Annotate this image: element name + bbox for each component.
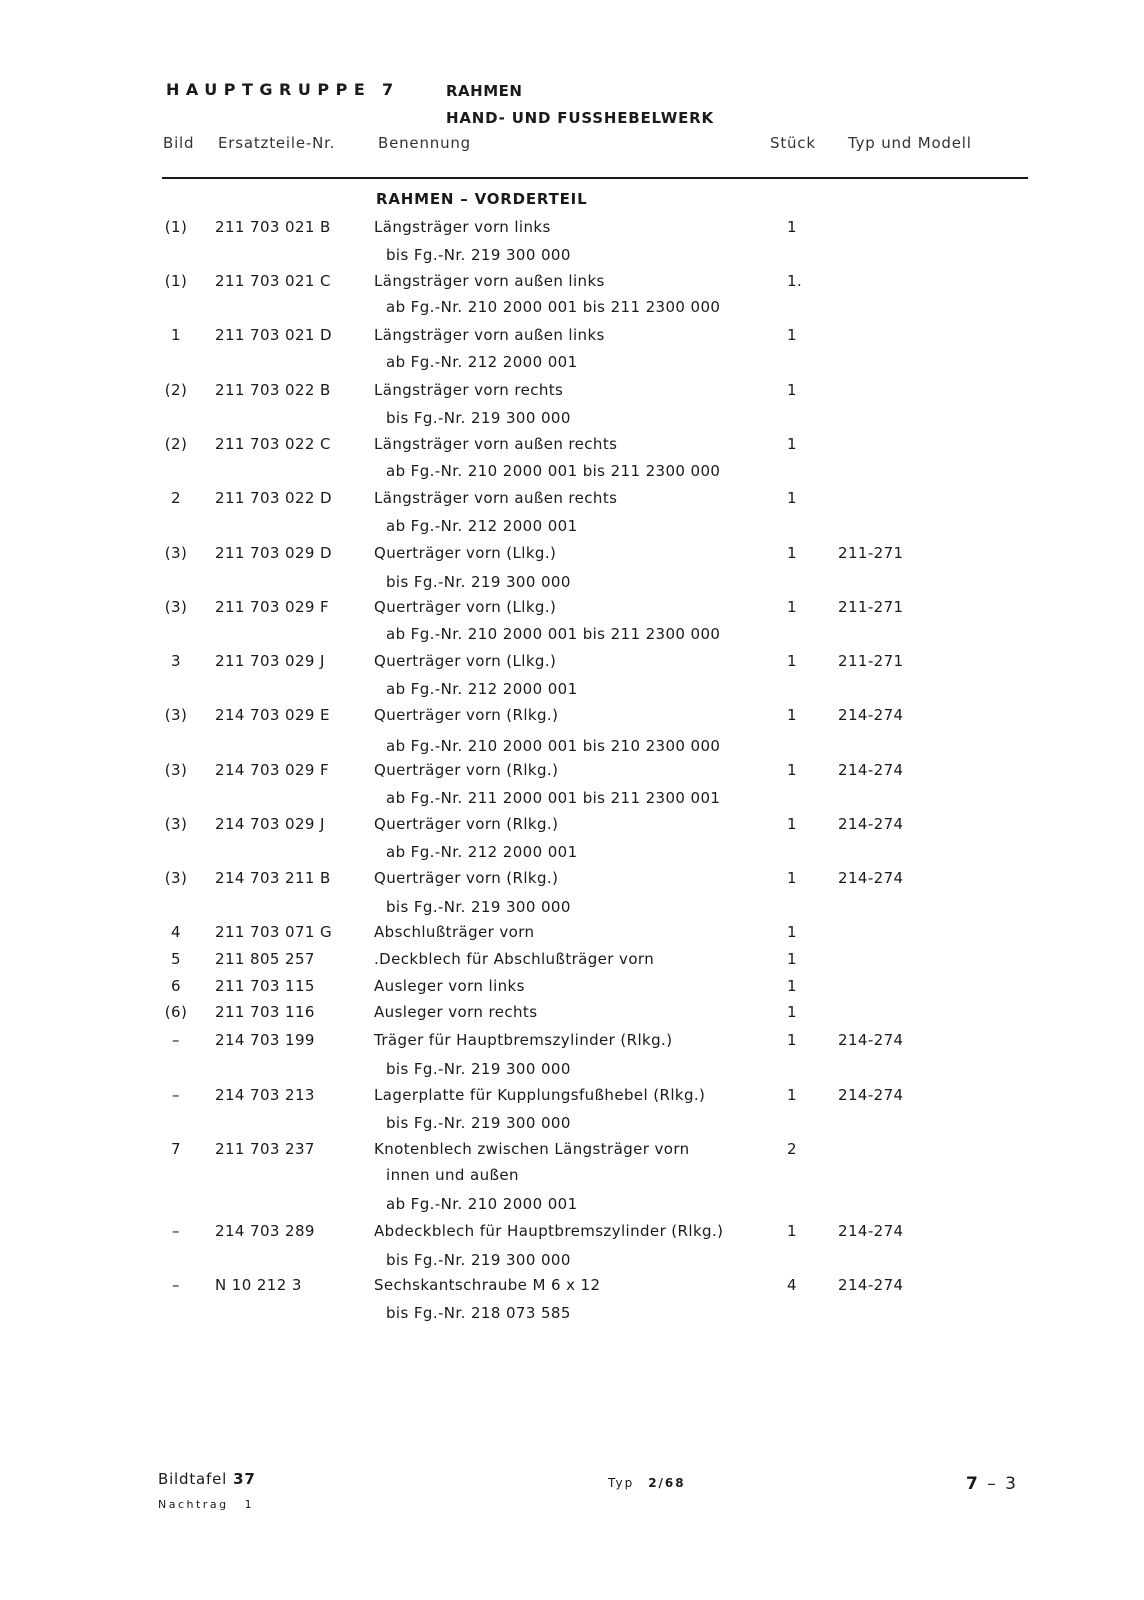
- row-qty: 1: [787, 598, 797, 616]
- row-bild: 7: [171, 1140, 181, 1158]
- row-part-number: 211 805 257: [215, 950, 315, 968]
- row-bild: –: [172, 1086, 180, 1104]
- row-qty: 1: [787, 381, 797, 399]
- row-qty: 1: [787, 489, 797, 507]
- footer-nachtrag: [158, 1498, 254, 1511]
- row-qty: 1: [787, 652, 797, 670]
- row-qty: 1: [787, 1086, 797, 1104]
- row-note: bis Fg.-Nr. 219 300 000: [386, 1114, 571, 1132]
- row-bild: (3): [164, 598, 188, 616]
- row-bild: (1): [164, 272, 188, 290]
- row-qty: 1: [787, 923, 797, 941]
- column-header-qty: Stück: [770, 134, 816, 152]
- row-note: bis Fg.-Nr. 218 073 585: [386, 1304, 571, 1322]
- column-header-part-no: Ersatzteile-Nr.: [218, 134, 336, 152]
- row-name: Ausleger vorn rechts: [374, 1003, 538, 1021]
- row-name: Knotenblech zwischen Längsträger vorn: [374, 1140, 690, 1158]
- row-part-number: 211 703 116: [215, 1003, 315, 1021]
- row-note: bis Fg.-Nr. 219 300 000: [386, 246, 571, 264]
- footer-bildtafel: [158, 1470, 256, 1488]
- row-note: ab Fg.-Nr. 212 2000 001: [386, 353, 578, 371]
- row-model: 214-274: [838, 869, 904, 887]
- row-note: bis Fg.-Nr. 219 300 000: [386, 573, 571, 591]
- row-model: 214-274: [838, 706, 904, 724]
- row-bild: 5: [171, 950, 181, 968]
- row-model: 211-271: [838, 544, 904, 562]
- column-header-bild: Bild: [163, 134, 195, 152]
- row-part-number: 211 703 021 B: [215, 218, 331, 236]
- page-number: [966, 1474, 1018, 1494]
- row-note: ab Fg.-Nr. 211 2000 001 bis 211 2300 001: [386, 789, 721, 807]
- nachtrag-label: Nachtrag: [158, 1498, 229, 1511]
- row-qty: 1: [787, 544, 797, 562]
- row-qty: 1: [787, 326, 797, 344]
- row-note: ab Fg.-Nr. 210 2000 001 bis 211 2300 000: [386, 298, 721, 316]
- row-name: Querträger vorn (Llkg.): [374, 544, 557, 562]
- row-note: bis Fg.-Nr. 219 300 000: [386, 1060, 571, 1078]
- bildtafel-label: Bildtafel: [158, 1470, 228, 1488]
- row-qty: 1: [787, 869, 797, 887]
- row-note: bis Fg.-Nr. 219 300 000: [386, 1251, 571, 1269]
- row-name: Längsträger vorn außen rechts: [374, 435, 618, 453]
- row-part-number: 211 703 021 D: [215, 326, 332, 344]
- header-divider: [162, 177, 1028, 179]
- row-note: ab Fg.-Nr. 210 2000 001 bis 211 2300 000: [386, 462, 721, 480]
- row-bild: (3): [164, 869, 188, 887]
- row-model: 214-274: [838, 1276, 904, 1294]
- row-note: bis Fg.-Nr. 219 300 000: [386, 409, 571, 427]
- row-qty: 1: [787, 435, 797, 453]
- row-bild: (3): [164, 706, 188, 724]
- page-separator: –: [987, 1474, 998, 1494]
- page-group: 7: [966, 1474, 980, 1494]
- bildtafel-number: 37: [233, 1470, 256, 1488]
- row-part-number: N 10 212 3: [215, 1276, 302, 1294]
- row-part-number: 214 703 029 F: [215, 761, 330, 779]
- row-part-number: 214 703 211 B: [215, 869, 331, 887]
- row-name: Längsträger vorn außen links: [374, 272, 605, 290]
- row-bild: (3): [164, 544, 188, 562]
- row-bild: –: [172, 1276, 180, 1294]
- row-model: 211-271: [838, 598, 904, 616]
- row-name: Abdeckblech für Hauptbremszylinder (Rlkg.): [374, 1222, 724, 1240]
- row-note: ab Fg.-Nr. 210 2000 001: [386, 1195, 578, 1213]
- row-note: innen und außen: [386, 1166, 519, 1184]
- typ-value: 2/68: [648, 1476, 686, 1490]
- row-qty: 1: [787, 1003, 797, 1021]
- row-name: Längsträger vorn links: [374, 218, 551, 236]
- row-bild: 6: [171, 977, 181, 995]
- row-qty: 1: [787, 1031, 797, 1049]
- row-name: Längsträger vorn außen links: [374, 326, 605, 344]
- row-name: Abschlußträger vorn: [374, 923, 535, 941]
- row-model: 214-274: [838, 761, 904, 779]
- main-group-number: 7: [382, 80, 394, 99]
- row-name: Querträger vorn (Llkg.): [374, 598, 557, 616]
- row-name: Querträger vorn (Rlkg.): [374, 706, 559, 724]
- row-part-number: 211 703 022 C: [215, 435, 331, 453]
- row-part-number: 211 703 022 B: [215, 381, 331, 399]
- row-qty: 1: [787, 815, 797, 833]
- row-bild: 2: [171, 489, 181, 507]
- row-note: ab Fg.-Nr. 212 2000 001: [386, 843, 578, 861]
- row-part-number: 214 703 289: [215, 1222, 315, 1240]
- row-name: Sechskantschraube M 6 x 12: [374, 1276, 601, 1294]
- row-part-number: 214 703 029 E: [215, 706, 330, 724]
- row-part-number: 211 703 029 F: [215, 598, 330, 616]
- row-part-number: 211 703 029 J: [215, 652, 325, 670]
- row-bild: (2): [164, 381, 188, 399]
- row-name: Lagerplatte für Kupplungsfußhebel (Rlkg.): [374, 1086, 706, 1104]
- row-bild: (3): [164, 815, 188, 833]
- section-title: RAHMEN – VORDERTEIL: [376, 190, 588, 208]
- row-qty: 1: [787, 706, 797, 724]
- row-note: ab Fg.-Nr. 210 2000 001 bis 210 2300 000: [386, 737, 721, 755]
- row-note: ab Fg.-Nr. 210 2000 001 bis 211 2300 000: [386, 625, 721, 643]
- row-bild: 3: [171, 652, 181, 670]
- row-part-number: 211 703 022 D: [215, 489, 332, 507]
- row-qty: 2: [787, 1140, 797, 1158]
- row-qty: 1: [787, 1222, 797, 1240]
- row-part-number: 211 703 029 D: [215, 544, 332, 562]
- row-model: 214-274: [838, 815, 904, 833]
- row-name: .Deckblech für Abschlußträger vorn: [374, 950, 655, 968]
- row-name: Träger für Hauptbremszylinder (Rlkg.): [374, 1031, 673, 1049]
- row-bild: 1: [171, 326, 181, 344]
- row-part-number: 211 703 237: [215, 1140, 315, 1158]
- page-index: 3: [1005, 1474, 1018, 1494]
- row-note: bis Fg.-Nr. 219 300 000: [386, 898, 571, 916]
- row-name: Querträger vorn (Llkg.): [374, 652, 557, 670]
- row-qty: 1: [787, 218, 797, 236]
- row-model: 214-274: [838, 1031, 904, 1049]
- row-model: 211-271: [838, 652, 904, 670]
- row-qty: 1: [787, 977, 797, 995]
- page-title: RAHMEN: [446, 82, 523, 100]
- row-model: 214-274: [838, 1086, 904, 1104]
- row-name: Längsträger vorn rechts: [374, 381, 564, 399]
- column-header-model: Typ und Modell: [848, 134, 972, 152]
- main-group-heading: HAUPTGRUPPE: [166, 80, 372, 99]
- row-name: Querträger vorn (Rlkg.): [374, 815, 559, 833]
- row-name: Querträger vorn (Rlkg.): [374, 869, 559, 887]
- row-note: ab Fg.-Nr. 212 2000 001: [386, 517, 578, 535]
- row-bild: (2): [164, 435, 188, 453]
- row-qty: 1: [787, 761, 797, 779]
- row-bild: (6): [164, 1003, 188, 1021]
- column-header-name: Benennung: [378, 134, 472, 152]
- row-part-number: 211 703 071 G: [215, 923, 333, 941]
- row-qty: 1.: [787, 272, 803, 290]
- footer-typ: [608, 1476, 686, 1490]
- row-name: Querträger vorn (Rlkg.): [374, 761, 559, 779]
- row-bild: (3): [164, 761, 188, 779]
- row-model: 214-274: [838, 1222, 904, 1240]
- row-bild: –: [172, 1222, 180, 1240]
- row-qty: 1: [787, 950, 797, 968]
- row-qty: 4: [787, 1276, 797, 1294]
- row-part-number: 211 703 021 C: [215, 272, 331, 290]
- row-name: Ausleger vorn links: [374, 977, 525, 995]
- row-part-number: 214 703 199: [215, 1031, 315, 1049]
- row-name: Längsträger vorn außen rechts: [374, 489, 618, 507]
- row-bild: (1): [164, 218, 188, 236]
- page-subtitle: HAND- UND FUSSHEBELWERK: [446, 109, 714, 127]
- row-part-number: 214 703 213: [215, 1086, 315, 1104]
- nachtrag-number: 1: [244, 1498, 255, 1511]
- typ-label: Typ: [608, 1476, 635, 1490]
- row-note: ab Fg.-Nr. 212 2000 001: [386, 680, 578, 698]
- row-bild: 4: [171, 923, 181, 941]
- row-bild: –: [172, 1031, 180, 1049]
- row-part-number: 214 703 029 J: [215, 815, 325, 833]
- row-part-number: 211 703 115: [215, 977, 315, 995]
